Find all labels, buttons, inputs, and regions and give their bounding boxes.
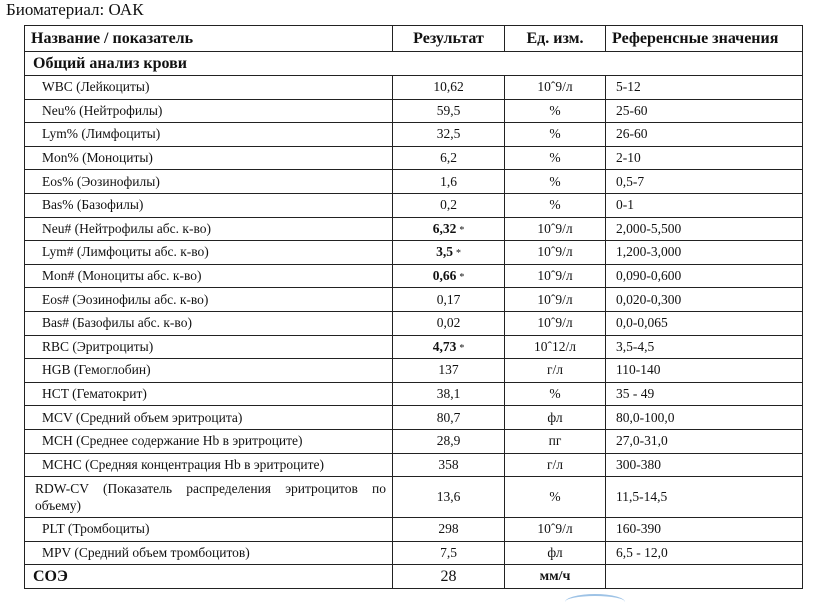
row-result-text: 59,5 [436,102,461,118]
esr-ref [606,565,803,589]
row-ref [606,288,803,312]
row-result [393,359,505,383]
row-ref-text: 110-140 [616,362,661,378]
table-row [25,382,803,406]
row-ref-text: 160-390 [616,521,661,537]
row-name [25,359,393,383]
row-unit [505,382,606,406]
row-result [393,146,505,170]
row-ref [606,76,803,100]
row-result [393,217,505,241]
row-ref-text: 1,200-3,000 [616,244,682,260]
row-name-text: Bas% (Базофилы) [42,197,144,213]
row-name [25,518,393,542]
row-unit-text: г/л [546,456,564,472]
row-unit [505,518,606,542]
row-ref [606,146,803,170]
flag-star-icon: * [459,272,465,284]
section-row [25,52,803,76]
row-unit [505,359,606,383]
row-result [393,264,505,288]
row-name-text: Lym# (Лимфоциты абс. к-во) [42,244,209,260]
row-unit [505,477,606,518]
row-name [25,477,393,518]
column-header-unit: Ед. изм. [505,26,606,52]
row-name-text: Eos% (Эозинофилы) [42,173,160,189]
row-ref-text: 2-10 [616,150,641,166]
flag-star-icon: * [455,248,461,260]
row-ref [606,193,803,217]
row-result [393,76,505,100]
row-name [25,288,393,312]
row-name-text: MCV (Средний объем эритроцита) [42,409,243,425]
table-row [25,217,803,241]
row-name-text: Bas# (Базофилы абс. к-во) [42,315,192,331]
row-name [25,170,393,194]
table-row [25,193,803,217]
row-unit [505,146,606,170]
row-ref [606,264,803,288]
row-ref [606,406,803,430]
row-name-text: Neu% (Нейтрофилы) [42,102,163,118]
row-ref [606,241,803,265]
row-name-text: Eos# (Эозинофилы абс. к-во) [42,291,209,307]
row-ref [606,429,803,453]
row-unit [505,311,606,335]
row-unit [505,335,606,359]
row-result-text: 137 [438,362,459,378]
row-ref [606,541,803,565]
row-result-text: 80,7 [436,409,461,425]
row-name [25,146,393,170]
section-title: Общий анализ крови [25,52,803,76]
esr-result: 28 [393,565,505,589]
row-result [393,99,505,123]
row-result-text: 6,2 [440,150,457,166]
table-row [25,335,803,359]
row-ref [606,453,803,477]
row-unit [505,453,606,477]
row-unit-text: фл [547,544,563,560]
row-result-text: 4,73 [432,338,457,354]
row-unit-text: фл [547,409,563,425]
table-row [25,288,803,312]
row-unit-text: 10ˆ9/л [537,315,573,331]
table-row [25,541,803,565]
row-result [393,241,505,265]
table-row [25,241,803,265]
row-name [25,406,393,430]
column-header-name: Название / показатель [25,26,393,52]
row-name [25,123,393,147]
column-header-ref: Референсные значения [606,26,803,52]
table-row [25,518,803,542]
row-unit-text: 10ˆ9/л [537,521,573,537]
row-result [393,453,505,477]
row-ref-text: 11,5-14,5 [616,489,668,505]
table-row [25,99,803,123]
row-result [393,123,505,147]
stamp-mark [565,594,625,610]
row-unit [505,541,606,565]
row-result [393,193,505,217]
row-unit [505,170,606,194]
row-result-text: 28,9 [436,433,461,449]
row-ref-text: 6,5 - 12,0 [616,544,668,560]
row-unit [505,406,606,430]
row-result [393,406,505,430]
row-ref-text: 300-380 [616,456,661,472]
table-row [25,477,803,518]
row-result-text: 0,66 [432,268,457,284]
row-name [25,264,393,288]
row-ref [606,217,803,241]
row-name [25,217,393,241]
row-unit-text: % [549,150,561,166]
table-row [25,359,803,383]
row-unit-text: % [549,102,561,118]
row-result-text: 10,62 [433,79,464,95]
row-name-text: RBC (Эритроциты) [42,338,154,354]
row-result-text: 32,5 [436,126,461,142]
row-name-text: MCH (Среднее содержание Hb в эритроците) [42,433,303,449]
row-result [393,335,505,359]
row-unit [505,264,606,288]
row-unit [505,99,606,123]
row-unit [505,429,606,453]
row-ref-text: 0-1 [616,197,634,213]
row-name-text: Mon# (Моноциты абс. к-во) [42,268,202,284]
row-ref-text: 0,0-0,065 [616,315,668,331]
table-row [25,146,803,170]
row-ref-text: 80,0-100,0 [616,409,675,425]
row-ref [606,335,803,359]
flag-star-icon: * [459,224,465,236]
row-unit-text: 10ˆ9/л [537,79,573,95]
row-name [25,541,393,565]
row-unit-text: 10ˆ9/л [537,268,573,284]
row-name-text: HCT (Гематокрит) [42,386,147,402]
row-result-text: 7,5 [440,544,457,560]
row-name [25,76,393,100]
row-ref [606,382,803,406]
row-result-text: 298 [438,521,459,537]
row-unit [505,76,606,100]
row-result-text: 13,6 [436,489,461,505]
row-name [25,99,393,123]
row-name-text: RDW-CV (Показатель распределения эритроцитов по объему) [35,481,386,514]
row-unit [505,241,606,265]
table-row [25,123,803,147]
row-result-text: 0,02 [436,315,461,331]
row-ref [606,477,803,518]
row-unit-text: 10ˆ9/л [537,291,573,307]
row-unit-text: % [549,197,561,213]
flag-star-icon: * [459,342,465,354]
row-name [25,453,393,477]
row-unit [505,123,606,147]
row-ref [606,518,803,542]
row-name [25,335,393,359]
row-result-text: 6,32 [432,220,457,236]
row-unit [505,288,606,312]
row-ref [606,311,803,335]
row-result [393,311,505,335]
row-ref-text: 0,020-0,300 [616,291,682,307]
esr-row [25,565,803,589]
table-row [25,264,803,288]
row-name [25,193,393,217]
row-result [393,170,505,194]
table-row [25,406,803,430]
biomaterial-label: Биоматериал: ОАК [6,0,144,19]
row-result-text: 3,5 [436,244,453,260]
row-unit-text: % [549,173,561,189]
row-name-text: Mon% (Моноциты) [42,150,153,166]
table-row [25,170,803,194]
row-result [393,429,505,453]
row-ref-text: 5-12 [616,79,641,95]
table-row [25,429,803,453]
row-result-text: 1,6 [440,173,457,189]
row-unit-text: 10ˆ9/л [537,244,573,260]
table-header-row [25,26,803,52]
row-name-text: PLT (Тромбоциты) [42,521,150,537]
row-name [25,429,393,453]
esr-unit: мм/ч [505,565,606,589]
row-ref [606,170,803,194]
row-ref-text: 25-60 [616,102,648,118]
row-ref-text: 0,5-7 [616,173,645,189]
row-ref [606,359,803,383]
row-result-text: 358 [438,456,459,472]
row-unit-text: г/л [546,362,564,378]
row-ref [606,123,803,147]
row-name-text: Lym% (Лимфоциты) [42,126,161,142]
row-unit-text: % [549,489,561,505]
row-result [393,518,505,542]
row-unit [505,217,606,241]
row-result-text: 0,17 [436,291,461,307]
row-ref [606,99,803,123]
row-name-text: Neu# (Нейтрофилы абс. к-во) [42,220,211,236]
results-table [24,25,803,589]
row-name-text: MPV (Средний объем тромбоцитов) [42,544,250,560]
row-result [393,288,505,312]
row-name [25,382,393,406]
row-name-text: MCHC (Средняя концентрация Hb в эритроците) [42,456,325,472]
esr-name: СОЭ [25,565,393,589]
row-result [393,541,505,565]
row-name [25,311,393,335]
row-ref-text: 0,090-0,600 [616,268,682,284]
row-name [25,241,393,265]
table-row [25,311,803,335]
row-ref-text: 27,0-31,0 [616,433,668,449]
row-ref-text: 35 - 49 [616,386,655,402]
row-ref-text: 3,5-4,5 [616,338,655,354]
table-row [25,76,803,100]
row-unit-text: % [549,126,561,142]
row-ref-text: 26-60 [616,126,648,142]
row-unit-text: 10ˆ12/л [534,338,576,354]
table-row [25,453,803,477]
row-ref-text: 2,000-5,500 [616,220,682,236]
row-name-text: HGB (Гемоглобин) [42,362,151,378]
row-result [393,382,505,406]
column-header-result: Результат [393,26,505,52]
row-unit-text: 10ˆ9/л [537,220,573,236]
row-result-text: 0,2 [440,197,457,213]
row-result [393,477,505,518]
row-unit-text: пг [548,433,562,449]
row-name-text: WBC (Лейкоциты) [42,79,150,95]
row-unit-text: % [549,386,561,402]
row-unit [505,193,606,217]
row-result-text: 38,1 [436,386,461,402]
